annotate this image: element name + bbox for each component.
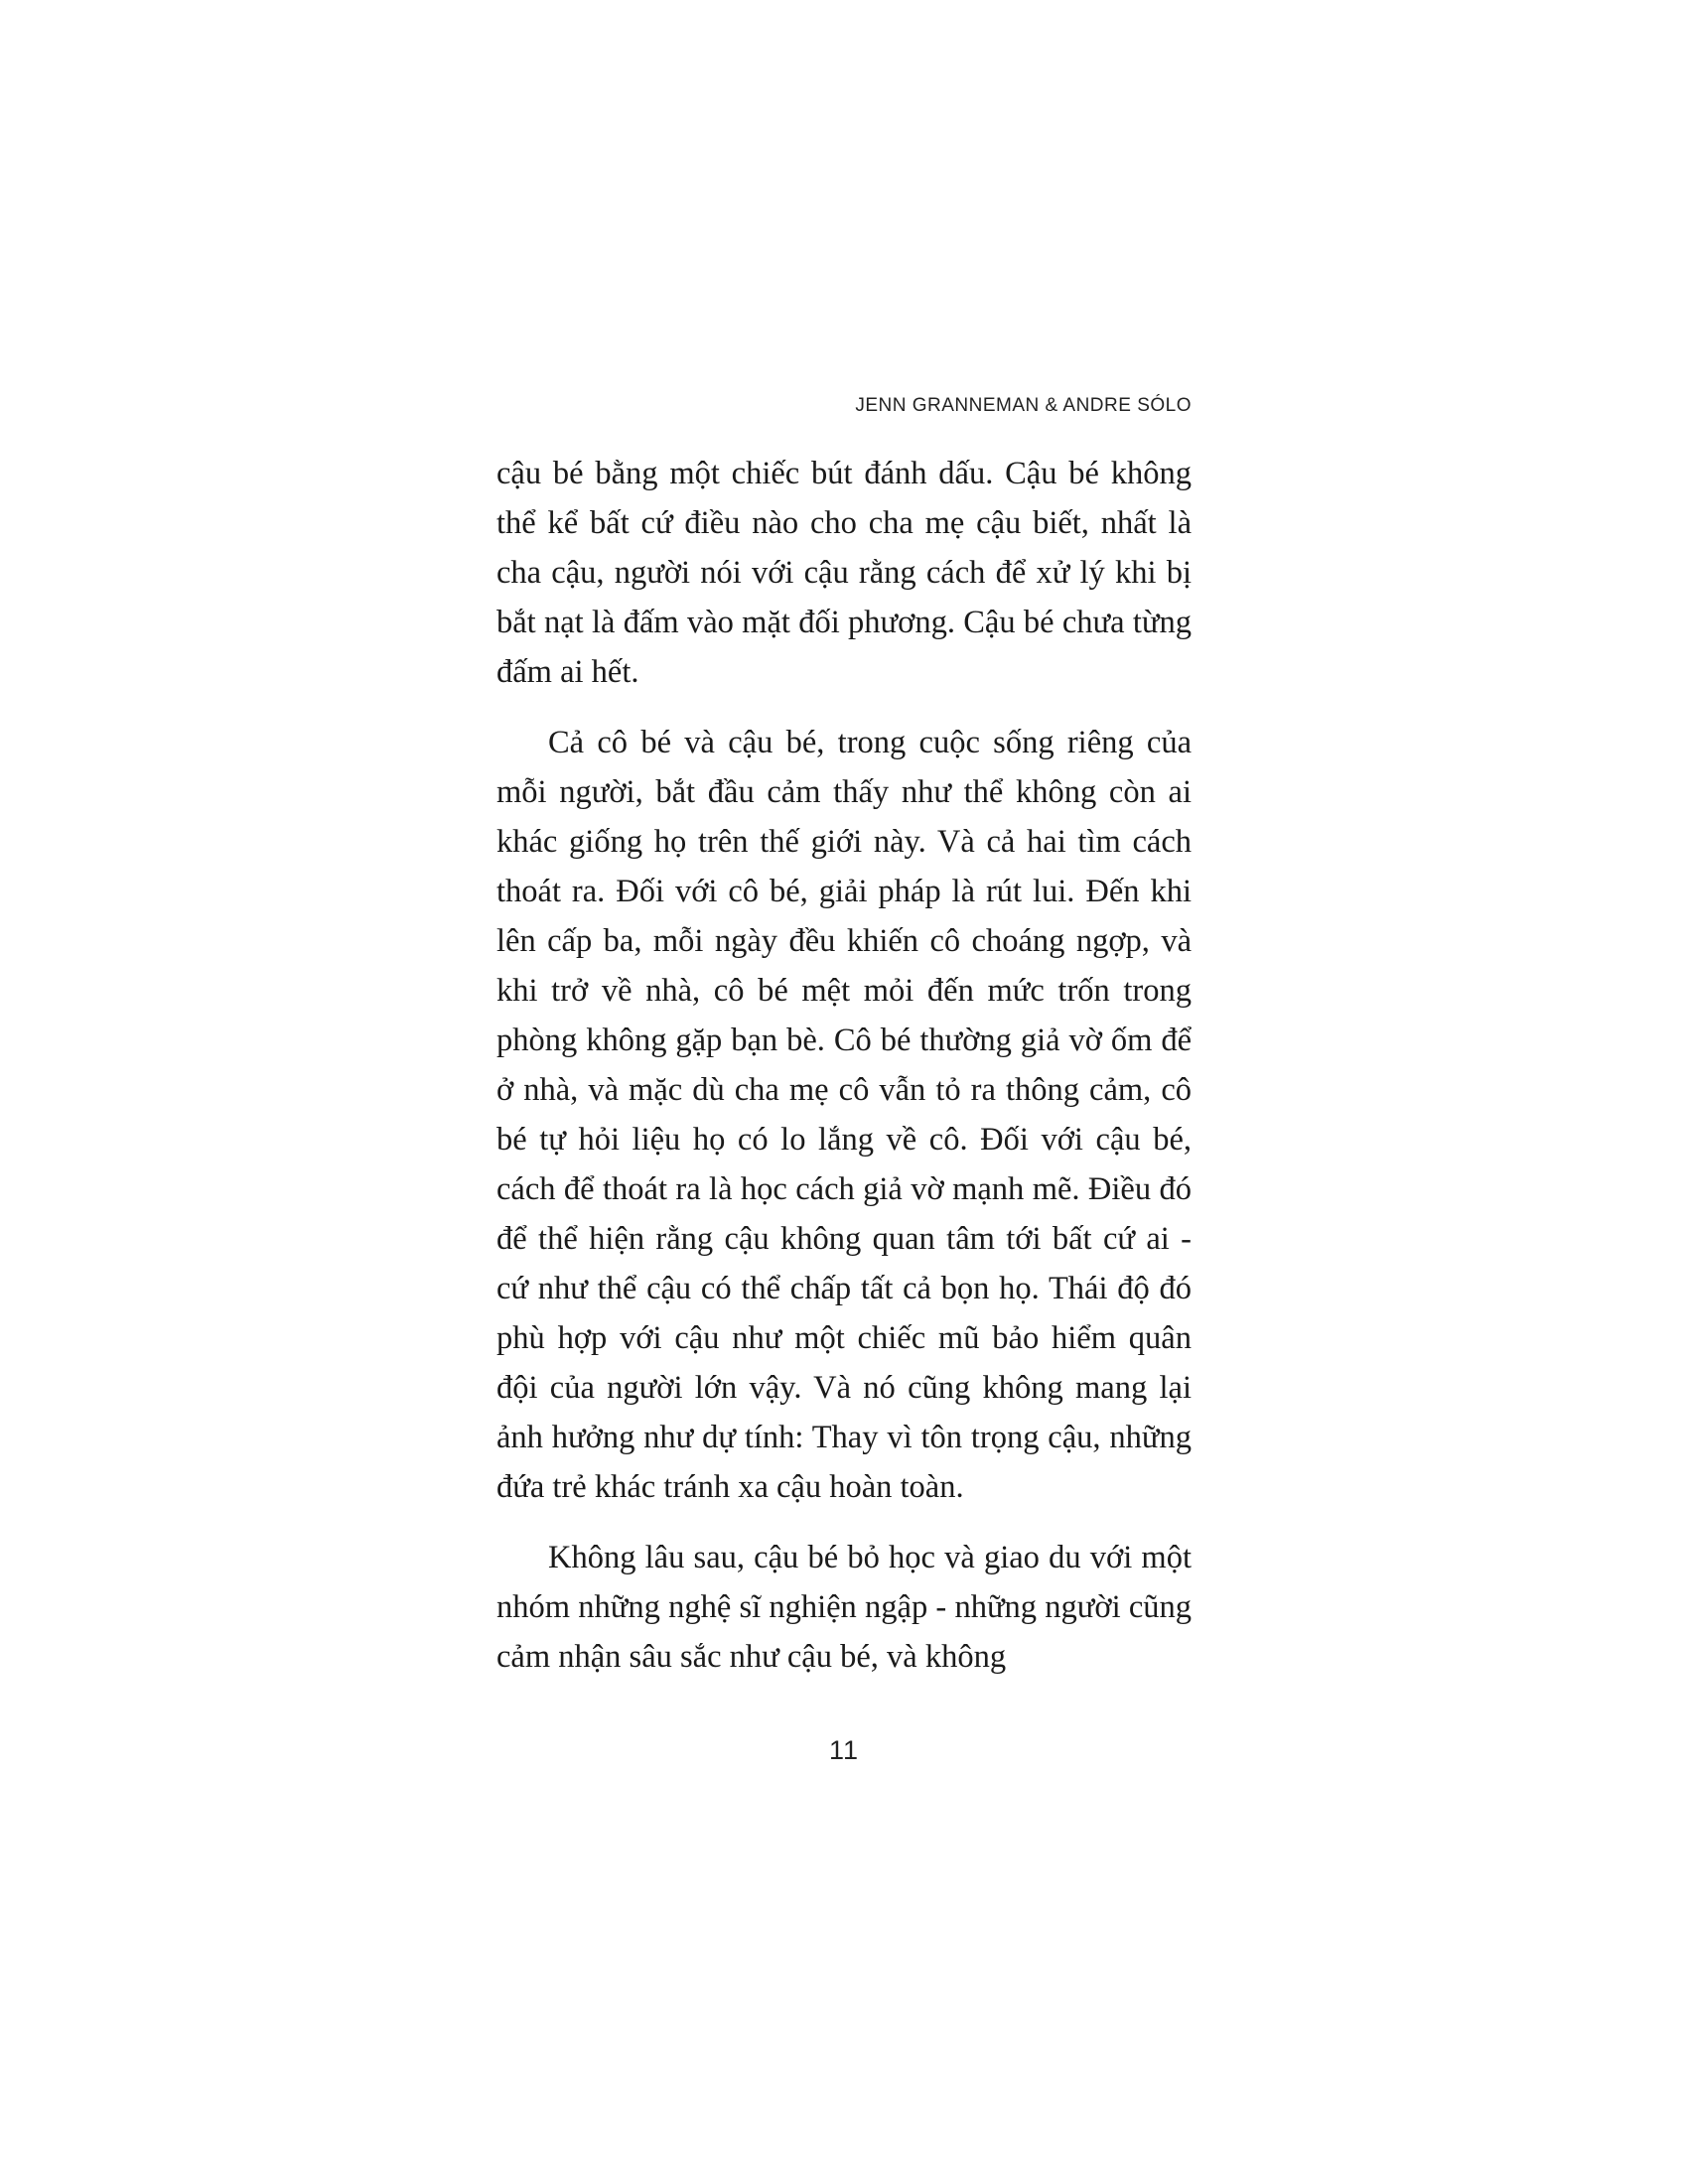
paragraph: Cả cô bé và cậu bé, trong cuộc sống riêng của mỗi người, bắt đầu cảm thấy như thể không còn ai khác giống họ trên thế giới này. Và cả hai tìm cách thoát ra. Đối với cô bé, giải pháp là rút lui. Đến khi lên cấp ba, mỗi ngày đều khiến cô choáng ngợp, và khi trở về nhà, cô bé mệt mỏi đến mức trốn trong phòng không gặp bạn bè. Cô bé thường giả vờ ốm để ở nhà, và mặc dù cha mẹ cô vẫn tỏ ra thông cảm, cô bé tự hỏi liệu họ có lo lắng về cô. Đối với cậu bé, cách để thoát ra là học cách giả vờ mạnh mẽ. Điều đó để thể hiện rằng cậu không quan tâm tới bất cứ ai - cứ như thể cậu có thể chấp tất cả bọn họ. Thái độ đó phù hợp với cậu như một chiếc mũ bảo hiểm quân đội của người lớn vậy. Và nó cũng không mang lại ảnh hưởng như dự tính: Thay vì tôn trọng cậu, những đứa trẻ khác tránh xa cậu hoàn toàn.: [496, 725, 1192, 1505]
body-text: [496, 449, 1192, 1682]
running-header: JENN GRANNEMAN & ANDRE SÓLO: [855, 395, 1192, 416]
paragraph-continued: cậu bé bằng một chiếc bút đánh dấu. Cậu bé không thể kể bất cứ điều nào cho cha mẹ cậu biết, nhất là cha cậu, người nói với cậu rằng cách để xử lý khi bị bắt nạt là đấm vào mặt đối phương. Cậu bé chưa từng đấm ai hết.: [496, 456, 1192, 690]
page-number: 11: [828, 1735, 860, 1765]
paragraph: Không lâu sau, cậu bé bỏ học và giao du với một nhóm những nghệ sĩ nghiện ngập - những người cũng cảm nhận sâu sắc như cậu bé, và không: [496, 1540, 1192, 1675]
